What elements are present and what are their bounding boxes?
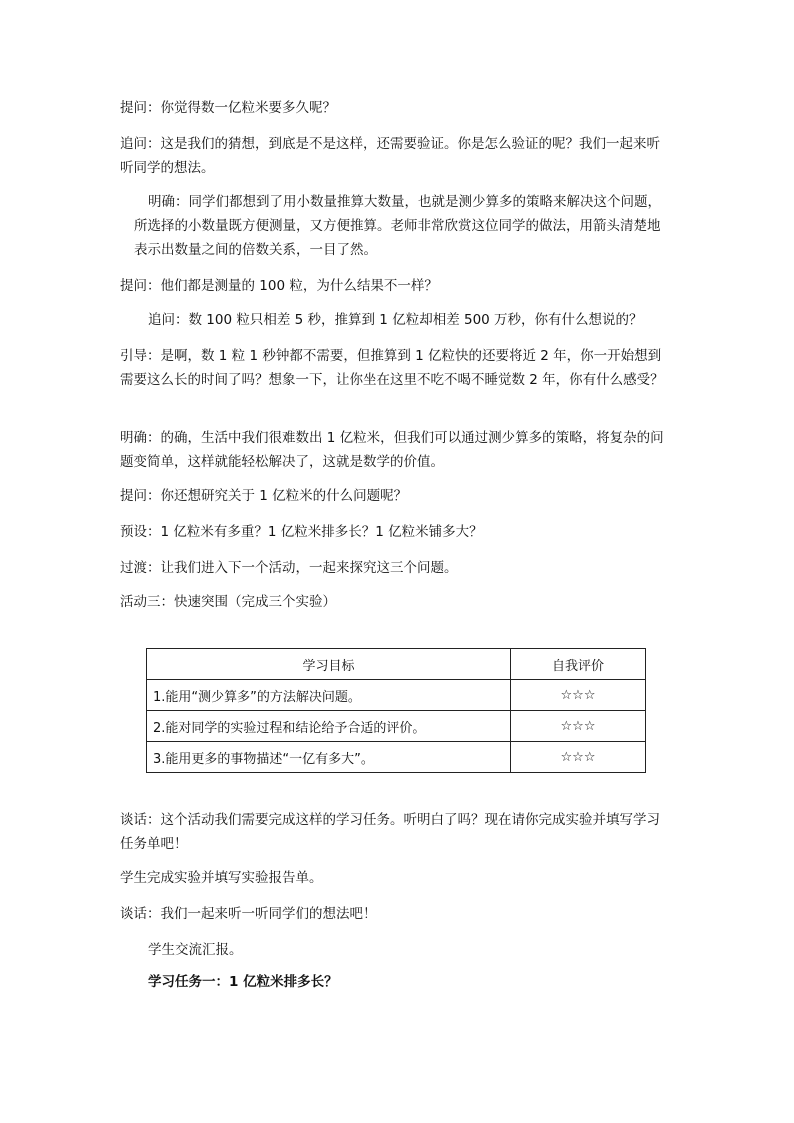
table-row	[147, 742, 646, 773]
paragraph-clarify-2: 明确：的确，生活中我们很难数出 1 亿粒米，但我们可以通过测少算多的策略，将复杂的问题变简单，这样就能轻松解决了，这就是数学的价值。	[120, 430, 664, 470]
table-header-row	[147, 649, 646, 680]
paragraph-clarify-1: 明确：同学们都想到了用小数量推算大数量，也就是测少算多的策略来解决这个问题，所选择的小数量既方便测量，又方便推算。老师非常欣赏这位同学的做法，用箭头清楚地表示出数量之间的倍数关系，一目了然。	[134, 194, 661, 258]
table-row	[147, 680, 646, 711]
goal-cell: 3.能用更多的事物描述“一亿有多大”。	[147, 742, 511, 773]
rating-stars: ☆☆☆	[511, 711, 646, 742]
paragraph-question-1: 提问：你觉得数一亿粒米要多久呢？	[120, 100, 336, 116]
paragraph-question-3: 提问：你还想研究关于 1 亿粒米的什么问题呢？	[120, 488, 408, 504]
table-row	[147, 711, 646, 742]
paragraph-activity-3: 活动三：快速突围（完成三个实验）	[120, 594, 336, 610]
paragraph-talk-2: 谈话：我们一起来听一听同学们的想法吧！	[120, 906, 377, 922]
goal-cell: 1.能用“测少算多”的方法解决问题。	[147, 680, 511, 711]
paragraph-transition: 过渡：让我们进入下一个活动，一起来探究这三个问题。	[120, 560, 458, 576]
learning-goals-table	[146, 648, 646, 773]
header-goal: 学习目标	[147, 649, 511, 680]
paragraph-preset: 预设：1 亿粒米有多重？1 亿粒米排多长？1 亿粒米铺多大？	[120, 524, 483, 540]
rating-stars: ☆☆☆	[511, 742, 646, 773]
paragraph-talk-1: 谈话：这个活动我们需要完成这样的学习任务。听明白了吗？现在请你完成实验并填写学习任务单吧！	[120, 812, 660, 852]
header-self-rating: 自我评价	[511, 649, 646, 680]
rating-stars: ☆☆☆	[511, 680, 646, 711]
goal-cell: 2.能对同学的实验过程和结论给予合适的评价。	[147, 711, 511, 742]
paragraph-followup-1: 追问：这是我们的猜想，到底是不是这样，还需要验证。你是怎么验证的呢？我们一起来听听同学的想法。	[120, 136, 660, 176]
heading-task-1: 学习任务一：1 亿粒米排多长？	[148, 974, 338, 990]
paragraph-student-experiment: 学生完成实验并填写实验报告单。	[120, 870, 323, 886]
paragraph-guide: 引导：是啊，数 1 粒 1 秒钟都不需要，但推算到 1 亿粒快的还要将近 2 年，你一开始想到需要这么长的时间了吗？想象一下，让你坐在这里不吃不喝不睡觉数 2 年，你有什么感受？	[120, 348, 664, 388]
paragraph-followup-2: 追问：数 100 粒只相差 5 秒，推算到 1 亿粒却相差 500 万秒，你有什么想说的？	[148, 312, 643, 328]
paragraph-student-report: 学生交流汇报。	[148, 942, 243, 958]
paragraph-question-2: 提问：他们都是测量的 100 粒，为什么结果不一样？	[120, 278, 438, 294]
